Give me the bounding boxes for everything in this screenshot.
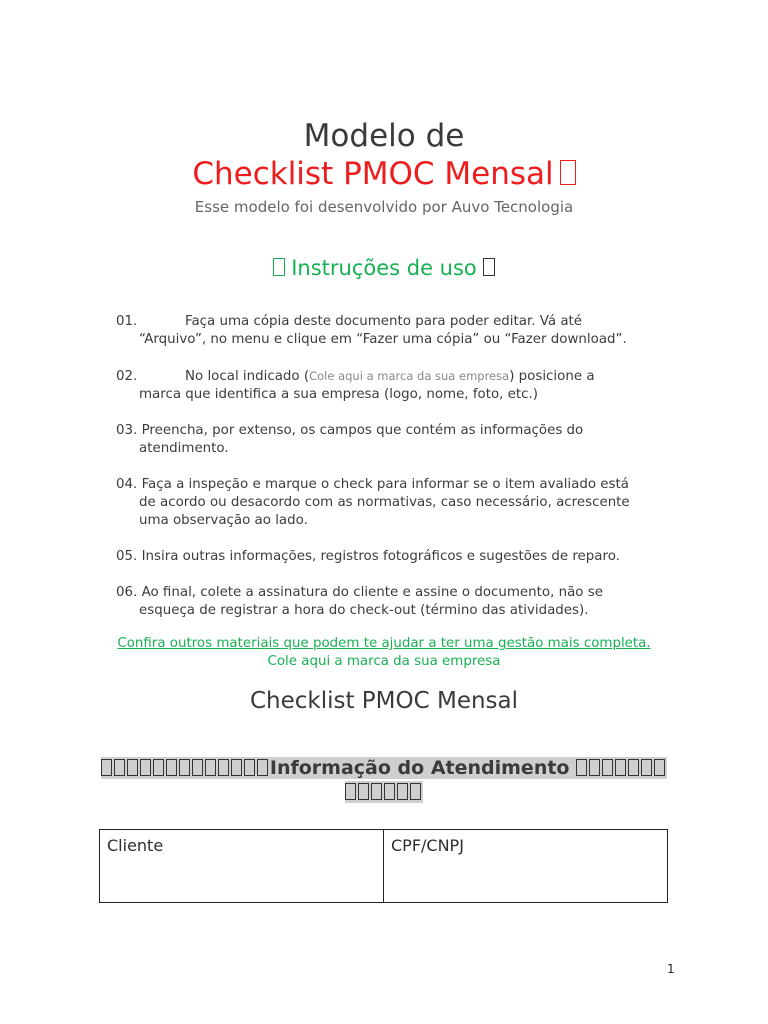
step-text: ) posicione a — [509, 369, 595, 384]
missing-glyph-icon — [602, 759, 613, 776]
info-heading-text: Informação do Atendimento — [269, 757, 570, 779]
missing-glyph-icon — [114, 759, 125, 776]
missing-glyph-icon — [345, 783, 356, 800]
step-text-continued: esqueça de registrar a hora do check-out (término das atividades). — [139, 603, 589, 618]
step-text: Insira outras informações, registros fotográficos e sugestões de reparo. — [141, 549, 620, 564]
missing-emoji-icon — [560, 160, 576, 185]
list-item — [116, 476, 676, 530]
step-number: 01. — [116, 314, 138, 329]
step-number: 03. — [116, 423, 138, 438]
list-item — [116, 313, 676, 349]
step-text: No local indicado ( — [185, 369, 310, 384]
step-text: Ao final, colete a assinatura do cliente e assine o documento, não se — [141, 585, 603, 600]
missing-glyph-icon — [589, 759, 600, 776]
missing-glyph-icon — [628, 759, 639, 776]
brand-hint-text: Cole aqui a marca da sua empresa — [309, 369, 510, 383]
missing-glyph-icon — [257, 759, 268, 776]
missing-glyph-icon — [654, 759, 665, 776]
step-text-continued: uma observação ao lado. — [139, 513, 308, 528]
step-text-continued: “Arquivo”, no menu e clique em “Fazer uma cópia” ou “Fazer download”. — [139, 332, 627, 347]
list-item — [116, 422, 676, 458]
step-number: 02. — [116, 369, 138, 384]
missing-glyph-icon — [397, 783, 408, 800]
client-field[interactable]: Cliente — [107, 836, 164, 855]
instructions-list — [116, 313, 676, 638]
subtitle: Esse modelo foi desenvolvido por Auvo Tecnologia — [194, 198, 574, 216]
list-item — [116, 548, 676, 566]
missing-glyph-icon — [576, 759, 587, 776]
missing-emoji-icon — [483, 258, 495, 276]
missing-glyph-icon — [166, 759, 177, 776]
info-heading — [92, 756, 676, 804]
missing-glyph-icon — [641, 759, 652, 776]
missing-glyph-icon — [615, 759, 626, 776]
client-info-table — [99, 829, 668, 903]
missing-glyph-icon — [384, 783, 395, 800]
step-text-continued: atendimento. — [139, 441, 229, 456]
missing-glyph-icon — [205, 759, 216, 776]
brand-placeholder: Cole aqui a marca da sua empresa — [267, 654, 501, 669]
missing-glyph-icon — [179, 759, 190, 776]
step-number: 05. — [116, 549, 138, 564]
missing-glyph-icon — [358, 783, 369, 800]
step-number: 04. — [116, 477, 138, 492]
missing-glyph-icon — [231, 759, 242, 776]
heading-highlight — [101, 757, 667, 779]
step-text: Faça uma cópia deste documento para poder editar. Vá até — [185, 314, 583, 329]
title-line-1: Modelo de — [303, 118, 465, 154]
list-item — [116, 584, 676, 620]
list-item — [116, 367, 676, 404]
missing-glyph-icon — [218, 759, 229, 776]
missing-glyph-icon — [244, 759, 255, 776]
instructions-heading — [0, 256, 768, 280]
materials-link[interactable]: Confira outros materiais que podem te ajudar a ter uma gestão mais completa. — [117, 636, 651, 651]
step-text-continued: marca que identifica a sua empresa (logo, nome, foto, etc.) — [139, 387, 539, 402]
heading-highlight — [345, 781, 423, 803]
missing-glyph-icon — [101, 759, 112, 776]
missing-glyph-icon — [140, 759, 151, 776]
title-line-2 — [0, 156, 768, 192]
missing-glyph-icon — [153, 759, 164, 776]
section-title: Checklist PMOC Mensal — [249, 688, 519, 714]
title-text: Checklist PMOC Mensal — [192, 156, 554, 192]
missing-glyph-icon — [371, 783, 382, 800]
step-text: Faça a inspeção e marque o check para informar se o item avaliado está — [141, 477, 629, 492]
page-number: 1 — [667, 962, 675, 976]
missing-glyph-icon — [410, 783, 421, 800]
instructions-heading-text: Instruções de uso — [291, 256, 477, 280]
missing-glyph-icon — [192, 759, 203, 776]
missing-emoji-icon — [273, 258, 285, 276]
step-text: Preencha, por extenso, os campos que contém as informações do — [141, 423, 584, 438]
missing-glyph-icon — [127, 759, 138, 776]
step-text-continued: de acordo ou desacordo com as normativas, caso necessário, acrescente — [139, 495, 630, 510]
step-number: 06. — [116, 585, 138, 600]
cpf-cnpj-field[interactable]: CPF/CNPJ — [383, 830, 667, 902]
